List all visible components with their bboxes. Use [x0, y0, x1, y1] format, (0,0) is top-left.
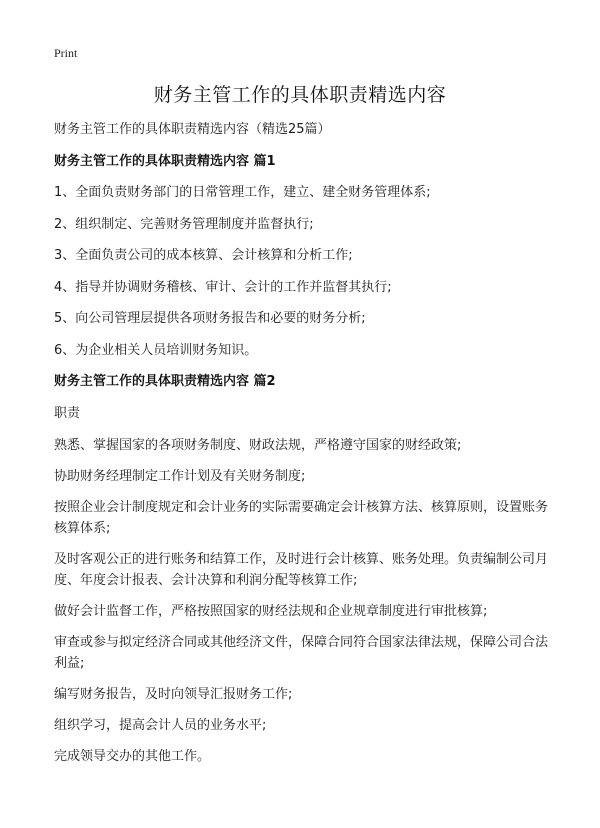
intro-line: 财务主管工作的具体职责精选内容（精选25篇）: [54, 122, 331, 137]
paragraph: 审查或参与拟定经济合同或其他经济文件，保障合同符合国家法律法规，保障公司合法利益;: [54, 635, 549, 671]
list-item: 6、为企业相关人员培训财务知识。: [54, 342, 258, 358]
section-2-subheading: 职责: [54, 405, 81, 421]
page-title: 财务主管工作的具体职责精选内容: [153, 84, 447, 106]
paragraph: 做好会计监督工作，严格按照国家的财经法规和企业规章制度进行审批核算;: [54, 604, 488, 619]
list-item: 5、向公司管理层提供各项财务报告和必要的财务分析;: [54, 311, 366, 326]
list-item: 1、全面负责财务部门的日常管理工作，建立、建全财务管理体系;: [54, 185, 431, 200]
list-item: 4、指导并协调财务稽核、审计、会计的工作并监督其执行;: [54, 279, 392, 295]
paragraph: 协助财务经理制定工作计划及有关财务制度;: [54, 469, 306, 484]
paragraph: 熟悉、掌握国家的各项财务制度、财政法规，严格遵守国家的财经政策;: [54, 438, 462, 453]
print-label: Print: [54, 46, 78, 60]
paragraph: 编写财务报告，及时向领导汇报财务工作;: [54, 687, 293, 702]
paragraph: 组织学习，提高会计人员的业务水平;: [54, 718, 267, 733]
list-item: 3、全面负责公司的成本核算、会计核算和分析工作;: [54, 248, 353, 263]
paragraph: 按照企业会计制度规定和会计业务的实际需要确定会计核算方法、核算原则，设置账务核算体系;: [54, 500, 549, 536]
paragraph: 完成领导交办的其他工作。: [54, 749, 211, 764]
paragraph: 及时客观公正的进行账务和结算工作，及时进行会计核算、账务处理。负责编制公司月度、年度会计报表、会计决算和利润分配等核算工作;: [54, 552, 549, 588]
list-item: 2、组织制定、完善财务管理制度并监督执行;: [54, 216, 314, 232]
section-2-heading: 财务主管工作的具体职责精选内容 篇2: [54, 374, 276, 389]
section-1-heading: 财务主管工作的具体职责精选内容 篇1: [54, 153, 276, 169]
document-body: [54, 120, 554, 777]
